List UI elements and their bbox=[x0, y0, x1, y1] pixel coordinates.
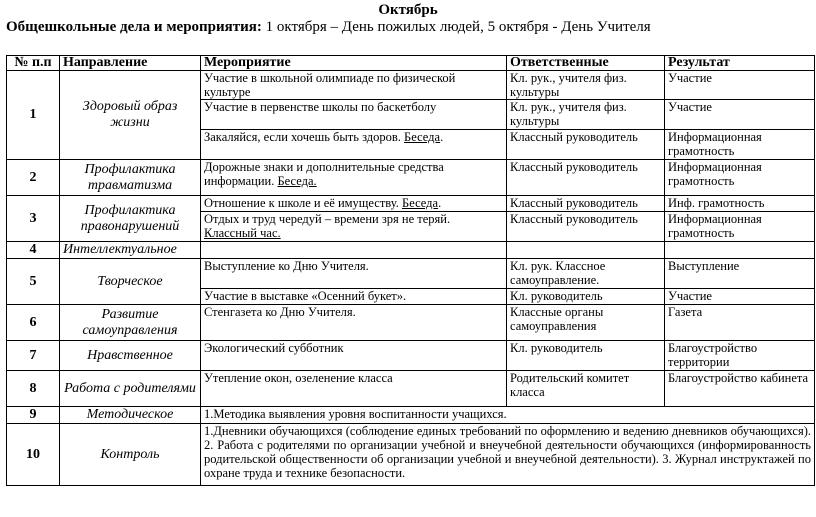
plan-table bbox=[6, 55, 815, 486]
responsible-cell: Родительский комитет класса bbox=[507, 371, 665, 407]
row-direction: Методическое bbox=[60, 407, 201, 424]
event-cell: Участие в школьной олимпиаде по физической культуре bbox=[201, 71, 507, 100]
page-subtitle bbox=[6, 19, 651, 36]
event-cell: Стенгазета ко Дню Учителя. bbox=[201, 305, 507, 341]
row-number: 3 bbox=[7, 196, 60, 242]
responsible-cell: Классный руководитель bbox=[507, 130, 665, 160]
result-cell: Участие bbox=[665, 289, 815, 305]
event-format: Беседа bbox=[404, 130, 441, 144]
table-row bbox=[7, 160, 815, 196]
subtitle-label: Общешкольные дела и мероприятия: bbox=[6, 19, 262, 35]
row-number: 10 bbox=[7, 424, 60, 486]
header-result: Результат bbox=[665, 56, 815, 71]
page-title: Октябрь bbox=[378, 2, 438, 18]
row-number: 1 bbox=[7, 71, 60, 160]
responsible-cell bbox=[507, 242, 665, 259]
table-row bbox=[7, 371, 815, 407]
event-cell bbox=[201, 242, 507, 259]
responsible-cell: Классный руководитель bbox=[507, 160, 665, 196]
result-cell: Информационная грамотность bbox=[665, 212, 815, 242]
event-text: Отношение к школе и её имуществу. bbox=[204, 196, 403, 210]
event-format: Классный час. bbox=[204, 226, 281, 240]
event-cell: Участие в выставке «Осенний букет». bbox=[201, 289, 507, 305]
result-cell: Участие bbox=[665, 100, 815, 130]
subtitle-text: 1 октября – День пожилых людей, 5 октября - День Учителя bbox=[261, 19, 651, 35]
row-direction: Контроль bbox=[60, 424, 201, 486]
row-direction: Профилактика правонарушений bbox=[60, 196, 201, 242]
responsible-cell: Классные органы самоуправления bbox=[507, 305, 665, 341]
responsible-cell: Кл. рук., учителя физ. культуры bbox=[507, 100, 665, 130]
row-direction: Интеллектуальное bbox=[60, 242, 201, 259]
result-cell: Газета bbox=[665, 305, 815, 341]
row-number: 4 bbox=[7, 242, 60, 259]
event-cell bbox=[201, 160, 507, 196]
result-cell: Благоустройство кабинета bbox=[665, 371, 815, 407]
result-cell: Благоустройство территории bbox=[665, 341, 815, 371]
table-row bbox=[7, 424, 815, 486]
table-row bbox=[7, 407, 815, 424]
wide-cell: 1.Дневники обучающихся (соблюдение единых требований по оформлению и ведению дневников обучающихся). 2. Работа с родителями по организации учебной и внеучебной деятельности обучающихся (информированность родительской общественности об организации учебной и внеучебной деятельности). 3. Журнал инструктажей по охране труда и технике безопасности. bbox=[201, 424, 815, 486]
event-cell bbox=[201, 130, 507, 160]
responsible-cell: Кл. руководитель bbox=[507, 341, 665, 371]
row-direction: Здоровый образ жизни bbox=[60, 71, 201, 160]
result-cell: Участие bbox=[665, 71, 815, 100]
table-row bbox=[7, 71, 815, 100]
result-cell bbox=[665, 242, 815, 259]
responsible-cell: Классный руководитель bbox=[507, 212, 665, 242]
event-cell: Экологический субботник bbox=[201, 341, 507, 371]
event-text: Закаляйся, если хочешь быть здоров. bbox=[204, 130, 405, 144]
event-cell bbox=[201, 196, 507, 212]
header-direction: Направление bbox=[60, 56, 201, 71]
table-row bbox=[7, 242, 815, 259]
row-direction: Работа с родителями bbox=[60, 371, 201, 407]
row-number: 6 bbox=[7, 305, 60, 341]
result-cell: Информационная грамотность bbox=[665, 160, 815, 196]
event-tail: . bbox=[440, 130, 444, 144]
event-format: Беседа bbox=[402, 196, 439, 210]
event-text: Отдых и труд чередуй – времени зря не теряй. bbox=[204, 212, 451, 226]
header-event: Мероприятие bbox=[201, 56, 507, 71]
responsible-cell: Кл. руководитель bbox=[507, 289, 665, 305]
row-direction: Развитие самоуправления bbox=[60, 305, 201, 341]
table-row bbox=[7, 305, 815, 341]
row-number: 8 bbox=[7, 371, 60, 407]
row-direction: Нравственное bbox=[60, 341, 201, 371]
event-format: Беседа. bbox=[277, 174, 317, 188]
row-number: 5 bbox=[7, 259, 60, 305]
row-number: 9 bbox=[7, 407, 60, 424]
result-cell: Выступление bbox=[665, 259, 815, 289]
result-cell: Информационная грамотность bbox=[665, 130, 815, 160]
table-header-row bbox=[7, 56, 815, 71]
table-row bbox=[7, 196, 815, 212]
table-row bbox=[7, 341, 815, 371]
header-number: № п.п bbox=[7, 56, 60, 71]
row-number: 2 bbox=[7, 160, 60, 196]
responsible-cell: Классный руководитель bbox=[507, 196, 665, 212]
table-row bbox=[7, 259, 815, 289]
result-cell: Инф. грамотность bbox=[665, 196, 815, 212]
row-direction: Профилактика травматизма bbox=[60, 160, 201, 196]
event-text: Дорожные знаки и дополнительные средства информации. bbox=[204, 160, 444, 188]
event-cell: Участие в первенстве школы по баскетболу bbox=[201, 100, 507, 130]
event-cell bbox=[201, 212, 507, 242]
header-responsible: Ответственные bbox=[507, 56, 665, 71]
event-cell: Утепление окон, озеленение класса bbox=[201, 371, 507, 407]
row-direction: Творческое bbox=[60, 259, 201, 305]
row-number: 7 bbox=[7, 341, 60, 371]
event-tail: . bbox=[438, 196, 442, 210]
wide-cell: 1.Методика выявления уровня воспитанности учащихся. bbox=[201, 407, 815, 424]
responsible-cell: Кл. рук., учителя физ. культуры bbox=[507, 71, 665, 100]
responsible-cell: Кл. рук. Классное самоуправление. bbox=[507, 259, 665, 289]
event-cell: Выступление ко Дню Учителя. bbox=[201, 259, 507, 289]
